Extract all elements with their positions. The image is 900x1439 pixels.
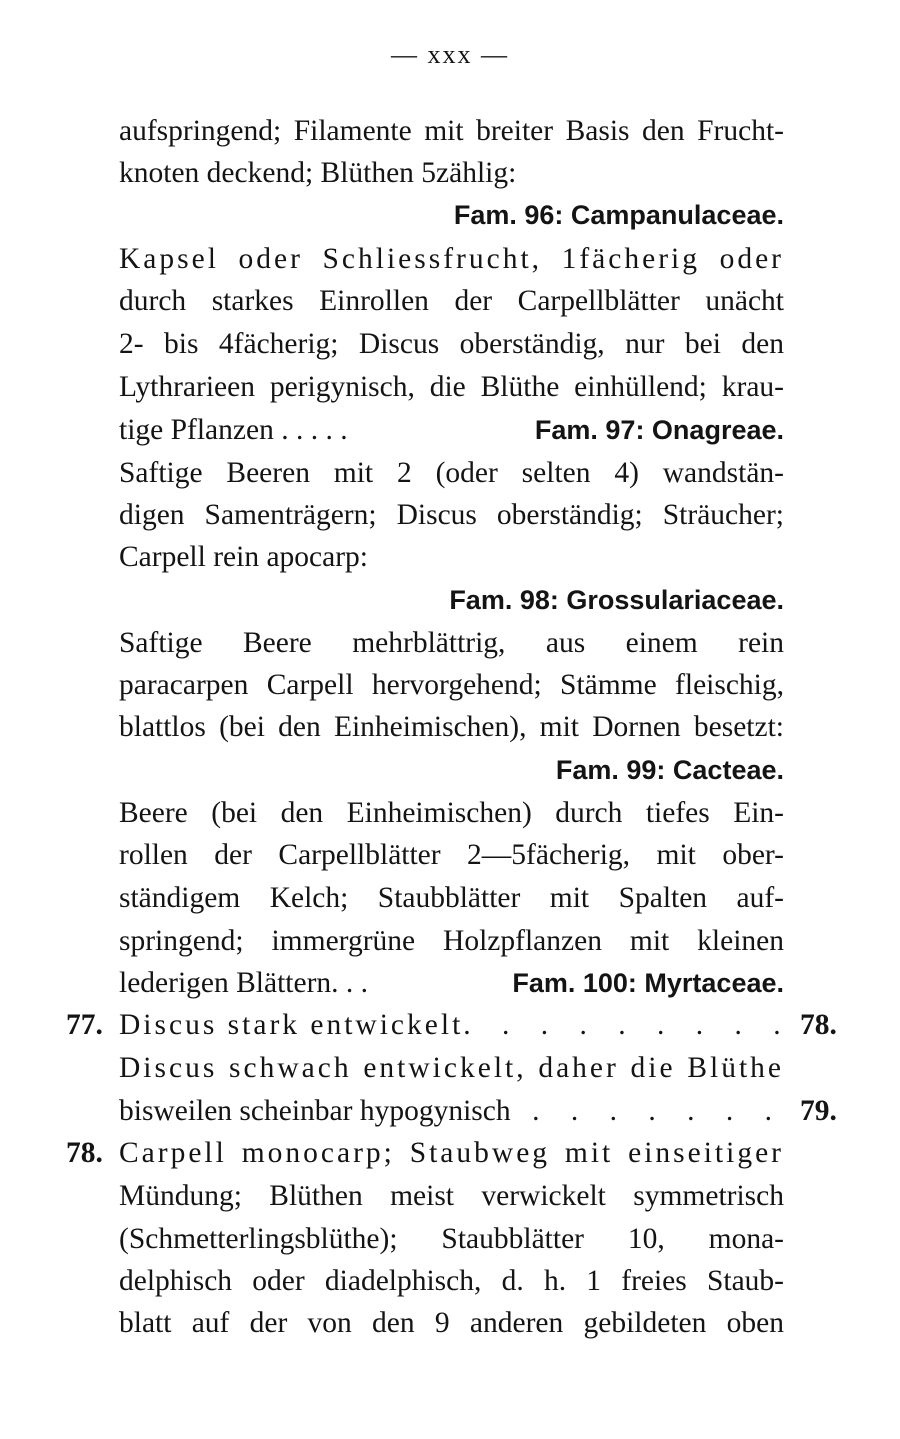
leader-dots: . . . . . . . . . xyxy=(463,1009,793,1041)
key-line xyxy=(119,1090,784,1132)
text-line: paracarpen Carpell hervorgehend; Stämme fleischig, xyxy=(119,669,784,701)
text-line: (Schmetterlingsblüthe); Staubblätter 10, mona- xyxy=(119,1223,784,1255)
text-line: Discus stark entwickelt xyxy=(119,1009,464,1041)
text-line: blattlos (bei den Einheimischen), mit Dornen besetzt: xyxy=(119,711,784,743)
family-heading: Fam. 98: Grossulariaceae. xyxy=(449,585,784,615)
family-heading: Fam. 97: Onagreae. xyxy=(534,415,784,445)
text-line: Lythrarieen perigynisch, die Blüthe einhüllend; krau- xyxy=(119,371,784,403)
text-line: Mündung; Blüthen meist verwickelt symmetrisch xyxy=(119,1180,784,1212)
text-line: rollen der Carpellblätter 2—5fächerig, mit ober- xyxy=(119,839,784,871)
leader-dots: . . . . . . . xyxy=(532,1095,784,1127)
family-heading: Fam. 96: Campanulaceae. xyxy=(453,200,784,230)
text-line: bisweilen scheinbar hypogynisch xyxy=(119,1095,511,1127)
text-line: lederigen Blättern. . . xyxy=(119,967,369,999)
text-line: tige Pflanzen . . . . . xyxy=(119,414,348,446)
text-line: delphisch oder diadelphisch, d. h. 1 freies Staub- xyxy=(119,1265,784,1297)
text-line: Saftige Beeren mit 2 (oder selten 4) wandstän- xyxy=(119,457,784,489)
key-line xyxy=(119,1004,793,1046)
text-line: 2- bis 4fächerig; Discus oberständig, nur bei den xyxy=(119,328,784,360)
key-reference: 79. xyxy=(800,1095,837,1127)
text-line: durch starkes Einrollen der Carpellblätter unächt xyxy=(119,285,784,317)
key-number: 78. xyxy=(66,1137,103,1169)
text-line: Kapsel oder Schliessfrucht, 1fächerig oder xyxy=(119,243,784,275)
key-reference: 78. xyxy=(800,1009,837,1041)
text-line: digen Samenträgern; Discus oberständig; Sträucher; xyxy=(119,499,784,531)
text-line: ständigem Kelch; Staubblätter mit Spalten auf- xyxy=(119,882,784,914)
text-line: blatt auf der von den 9 anderen gebildeten oben xyxy=(119,1307,784,1339)
page-number: — xxx — xyxy=(391,40,509,69)
text-line-with-family xyxy=(119,409,784,451)
family-heading: Fam. 99: Cacteae. xyxy=(555,755,784,785)
text-line: Saftige Beere mehrblättrig, aus einem rein xyxy=(119,627,784,659)
text-line: Discus schwach entwickelt, daher die Blüthe xyxy=(119,1052,784,1084)
key-number: 77. xyxy=(66,1009,103,1041)
text-line: Carpell monocarp; Staubweg mit einseitiger xyxy=(119,1137,784,1169)
text-line-with-family xyxy=(119,962,784,1004)
text-line: Beere (bei den Einheimischen) durch tiefes Ein- xyxy=(119,797,784,829)
text-line: aufspringend; Filamente mit breiter Basis den Frucht- xyxy=(119,115,784,147)
family-heading: Fam. 100: Myrtaceae. xyxy=(512,968,784,998)
text-line: Carpell rein apocarp: xyxy=(119,541,368,573)
text-line: springend; immergrüne Holzpflanzen mit kleinen xyxy=(119,925,784,957)
text-line: knoten deckend; Blüthen 5zählig: xyxy=(119,157,517,189)
